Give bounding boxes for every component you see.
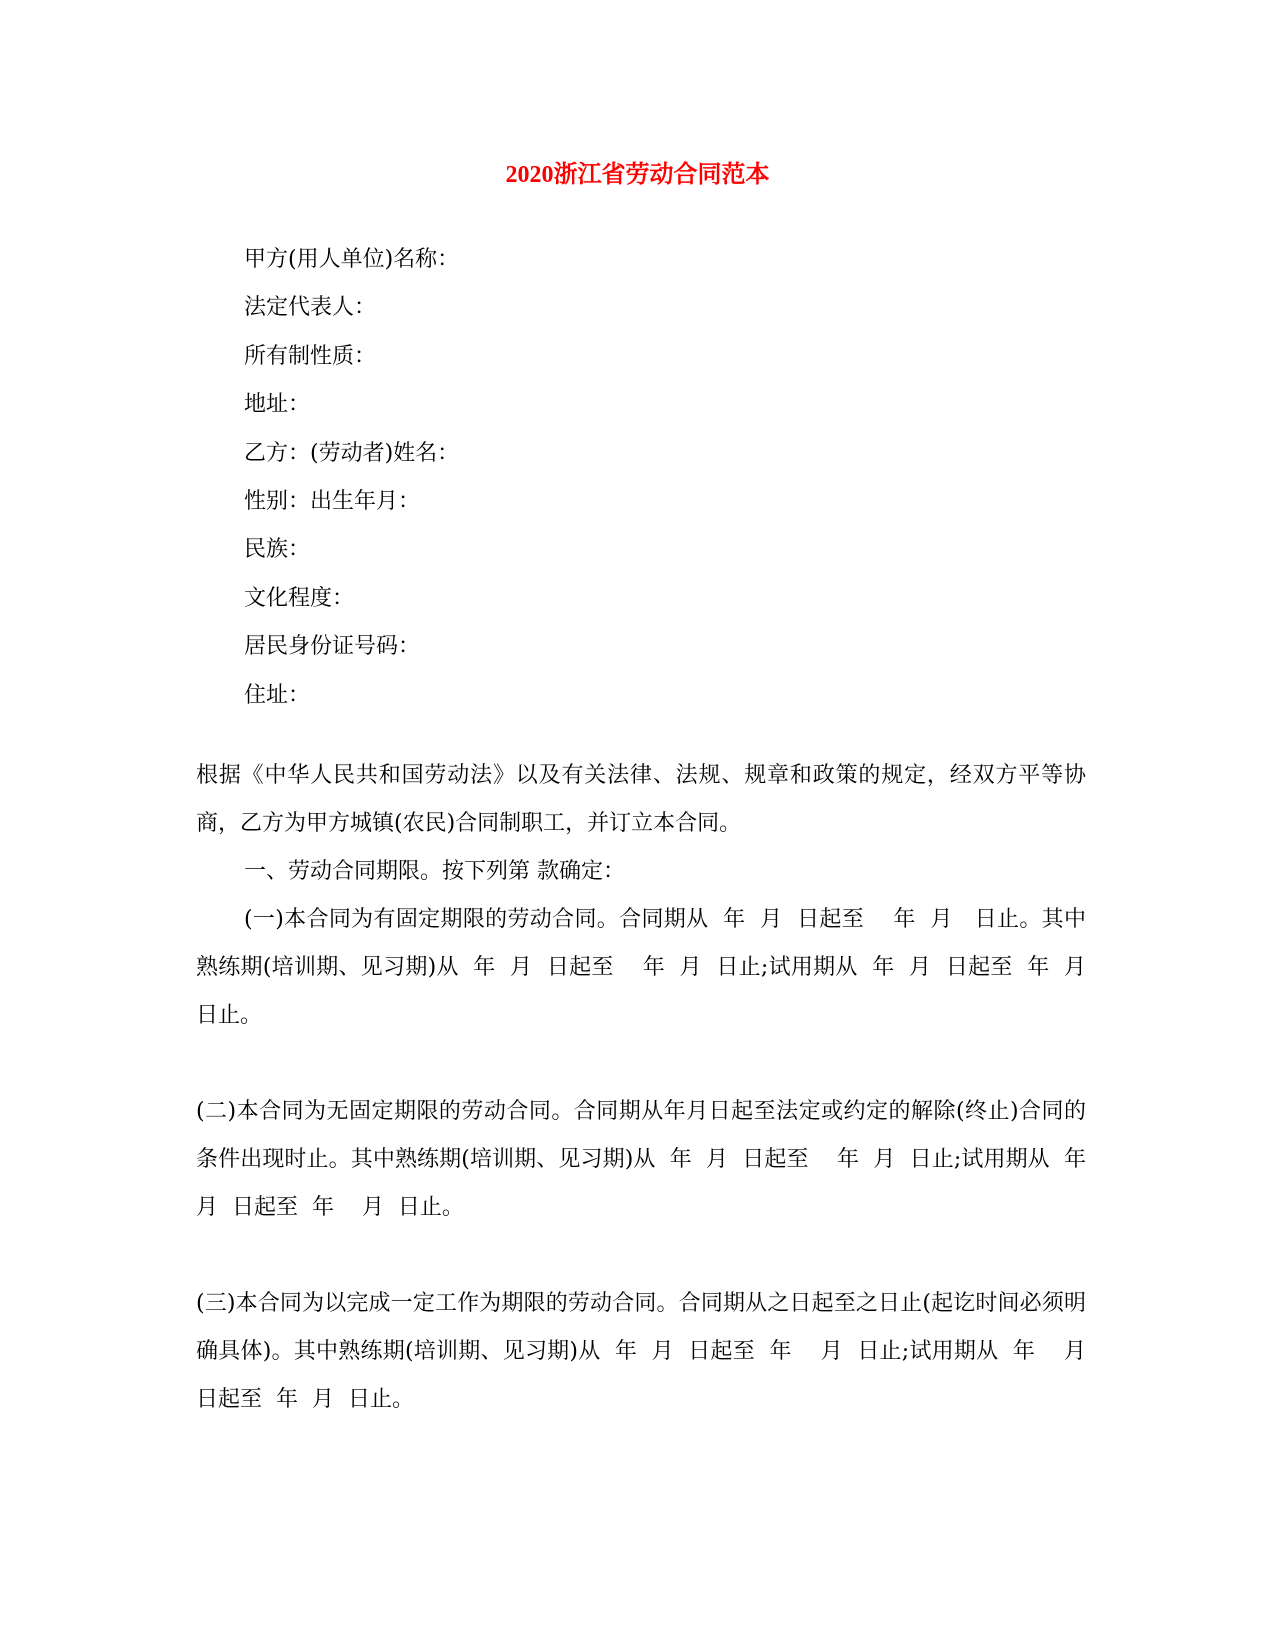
ownership-type-field: 所有制性质： — [244, 343, 377, 369]
term-open-ended-paragraph: (二)本合同为无固定期限的劳动合同。合同期从年月日起至法定或约定的解除(终止)合同的条件出现时止。其中熟练期(培训期、见习期)从 年 月 日起至 年 月 日止;试用期从 年 月 日起至 年 月 日止。 — [196, 1099, 1100, 1220]
party-fields — [244, 236, 1144, 720]
paragraph-spacer — [196, 1232, 1086, 1280]
residence-field: 住址： — [244, 682, 311, 708]
ethnicity-field: 民族： — [244, 537, 311, 563]
contract-body — [196, 752, 1114, 1424]
intro-paragraph: 根据《中华人民共和国劳动法》以及有关法律、法规、规章和政策的规定，经双方平等协商，乙方为甲方城镇(农民)合同制职工，并订立本合同。 — [196, 763, 1086, 836]
employer-name-field: 甲方(用人单位)名称： — [244, 247, 460, 272]
employer-address-field: 地址： — [244, 392, 311, 418]
gender-birth-field: 性别：出生年月： — [244, 488, 421, 514]
legal-representative-field: 法定代表人： — [244, 295, 377, 321]
education-field: 文化程度： — [244, 585, 355, 611]
term-fixed-paragraph: (一)本合同为有固定期限的劳动合同。合同期从 年 月 日起至 年 月 日止。其中熟练期(培训期、见习期)从 年 月 日起至 年 月 日止;试用期从 年 月 日起至 年 月 日止。 — [196, 907, 1114, 1028]
section-1-heading: 一、劳动合同期限。按下列第 款确定： — [244, 859, 625, 884]
paragraph-spacer — [196, 1040, 1086, 1088]
term-task-based-paragraph: (三)本合同为以完成一定工作为期限的劳动合同。合同期从之日起至之日止(起讫时间必须明确具体)。其中熟练期(培训期、见习期)从 年 月 日起至 年 月 日止;试用期从 年 月 日起至 年 月 日止。 — [196, 1291, 1100, 1412]
id-number-field: 居民身份证号码： — [244, 634, 421, 660]
document-title: 2020浙江省劳动合同范本 — [505, 162, 770, 188]
employee-name-field: 乙方：(劳动者)姓名： — [244, 440, 460, 466]
